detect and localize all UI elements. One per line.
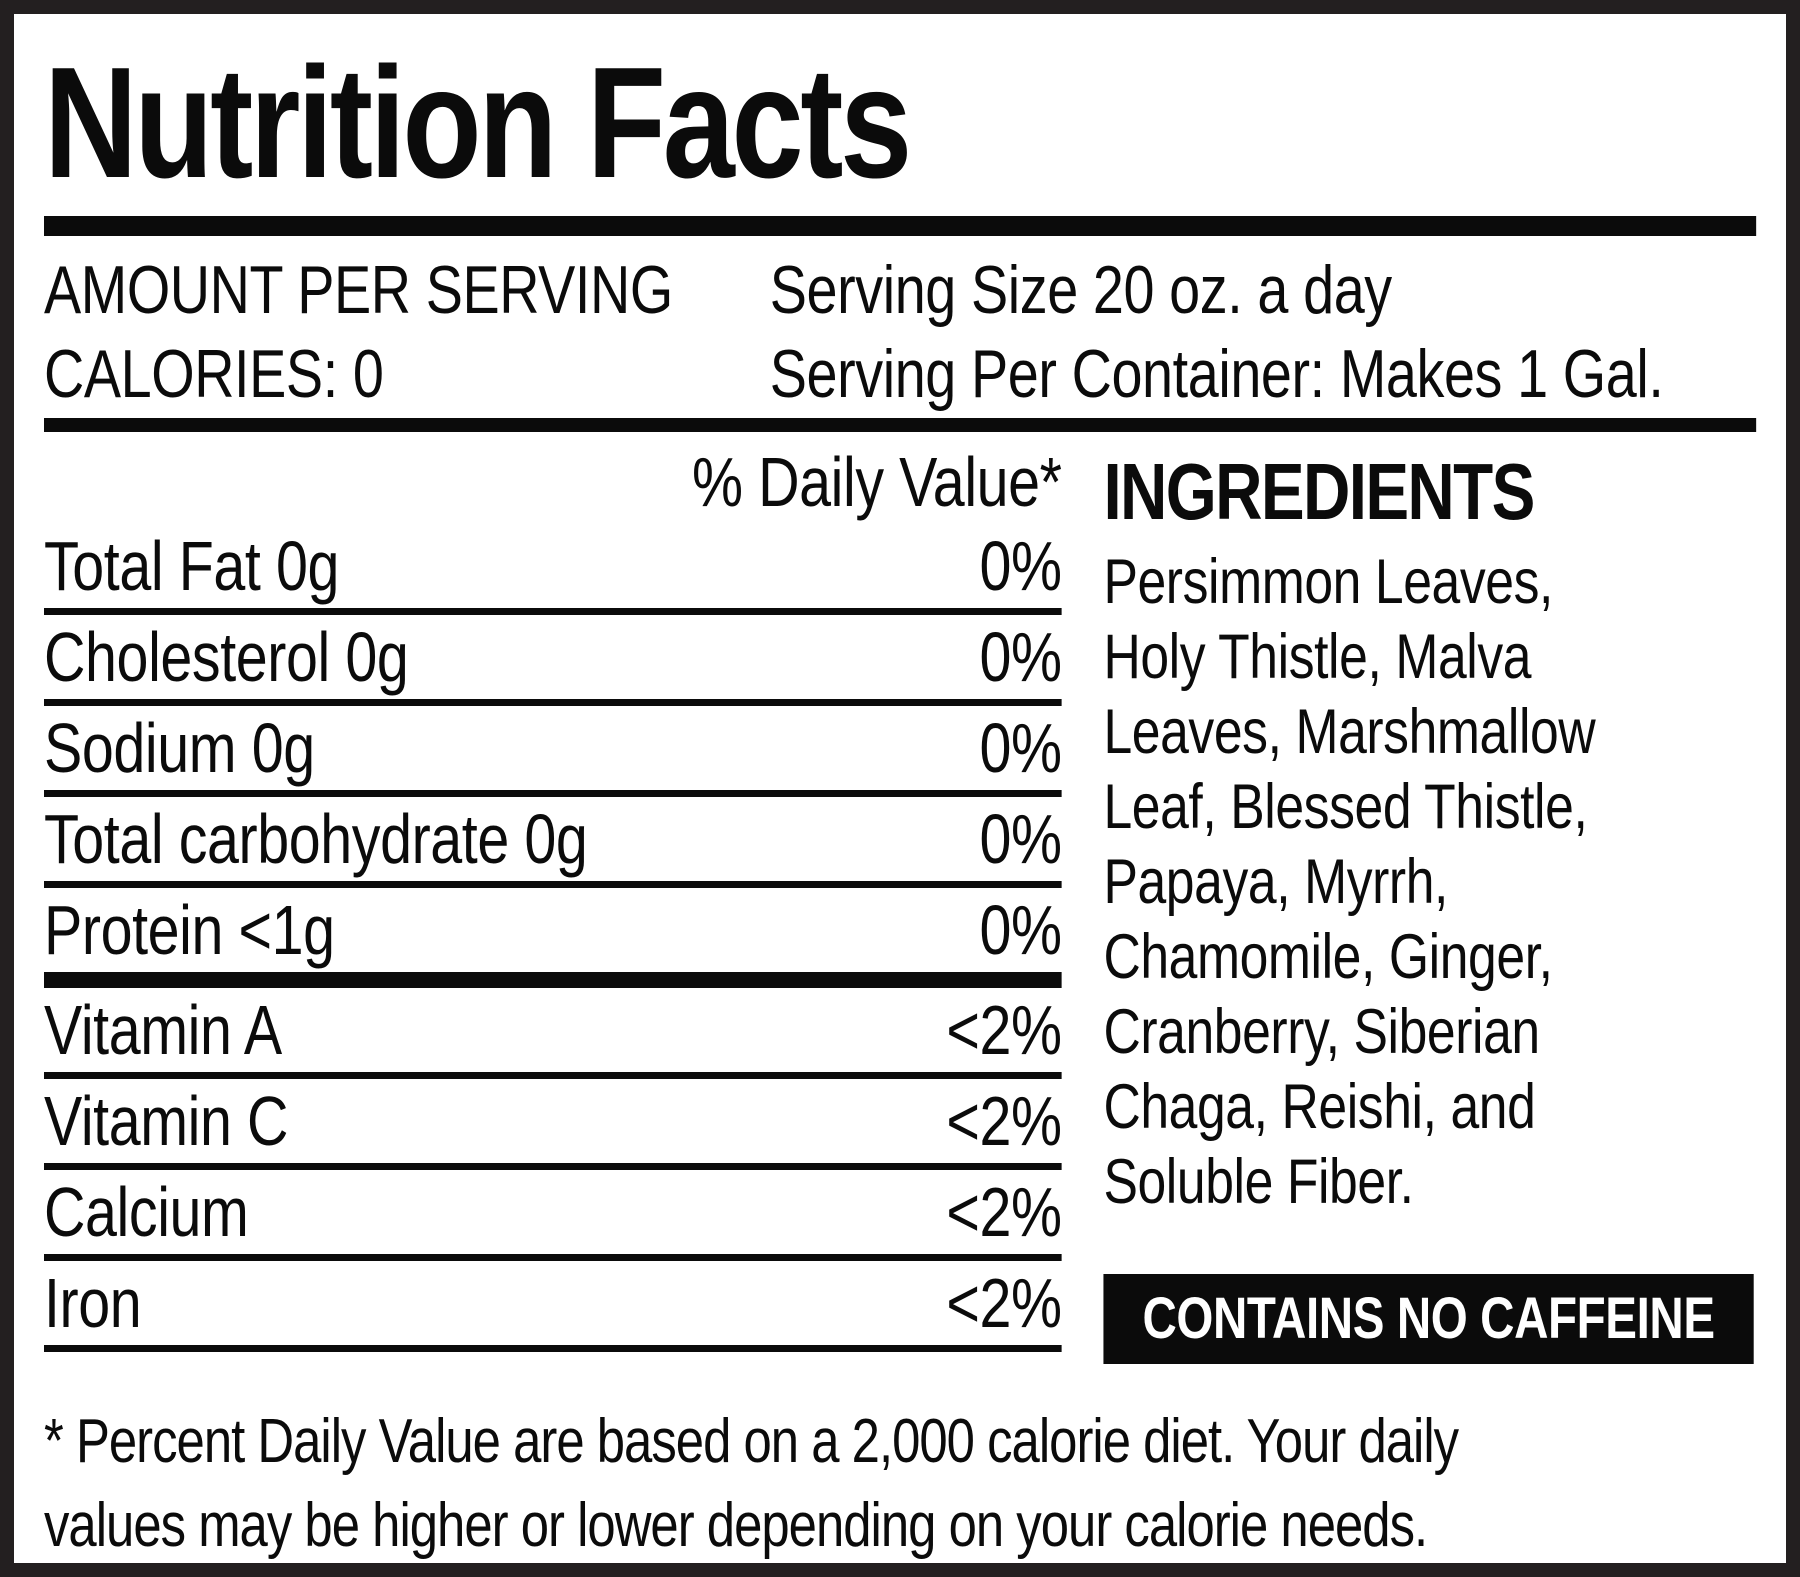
nutrient-name: Iron: [44, 1264, 142, 1342]
nutrient-value: <2%: [946, 1264, 1062, 1342]
nutrients-table: [44, 440, 1062, 1352]
ingredients-header: INGREDIENTS: [1103, 447, 1534, 536]
nutrient-row-total-fat: [44, 524, 1062, 615]
caffeine-badge: CONTAINS NO CAFFEINE: [1103, 1274, 1753, 1364]
nutrient-value: 0%: [979, 709, 1062, 787]
label-body: [44, 35, 1756, 1568]
calories-label: CALORIES: 0: [44, 336, 384, 412]
header-divider-rule: [44, 418, 1756, 432]
nutrient-row-calcium: [44, 1170, 1062, 1261]
label-title: Nutrition Facts: [44, 35, 909, 211]
serving-size-value: Serving Size 20 oz. a day: [769, 252, 1392, 328]
nutrient-row-vitamin-a: [44, 988, 1062, 1079]
nutrient-name: Vitamin C: [44, 1082, 289, 1160]
title-rule: [44, 216, 1756, 236]
nutrient-value: <2%: [946, 991, 1062, 1069]
label-content: [14, 14, 1786, 1568]
nutrient-name: Cholesterol 0g: [44, 618, 409, 696]
nutrient-value: 0%: [979, 800, 1062, 878]
nutrient-name: Calcium: [44, 1173, 249, 1251]
nutrient-row-sodium: [44, 706, 1062, 797]
nutrient-value: 0%: [979, 618, 1062, 696]
servings-per-container-value: Serving Per Container: Makes 1 Gal.: [769, 336, 1664, 412]
nutrient-name: Total carbohydrate 0g: [44, 800, 588, 878]
nutrient-value: 0%: [979, 527, 1062, 605]
main-columns: [44, 440, 1756, 1364]
ingredients-section: [1103, 440, 1753, 1364]
amount-per-serving-label: AMOUNT PER SERVING: [44, 252, 673, 328]
daily-value-header: % Daily Value*: [691, 443, 1062, 521]
nutrient-value: <2%: [946, 1082, 1062, 1160]
nutrient-row-cholesterol: [44, 615, 1062, 706]
serving-info: [44, 248, 1756, 416]
nutrient-value: 0%: [979, 891, 1062, 969]
nutrient-value: <2%: [946, 1173, 1062, 1251]
nutrient-name: Total Fat 0g: [44, 527, 340, 605]
ingredients-text: Persimmon Leaves, Holy Thistle, Malva Leaves, Marshmallow Leaf, Blessed Thistle, Papaya, Myrrh, Chamomile, Ginger, Cranberry, Siberian Chaga, Reishi, and Soluble Fiber.: [1103, 547, 1596, 1217]
nutrient-name: Vitamin A: [44, 991, 282, 1069]
nutrient-name: Sodium 0g: [44, 709, 315, 787]
nutrient-row-vitamin-c: [44, 1079, 1062, 1170]
nutrient-name: Protein <1g: [44, 891, 335, 969]
nutrient-row-iron: [44, 1261, 1062, 1352]
footnote: * Percent Daily Value are based on a 2,000 calorie diet. Your daily values may be higher or lower depending on your calorie needs.: [44, 1407, 1459, 1560]
nutrient-row-protein: [44, 888, 1062, 988]
nutrient-row-total-carbohydrate: [44, 797, 1062, 888]
